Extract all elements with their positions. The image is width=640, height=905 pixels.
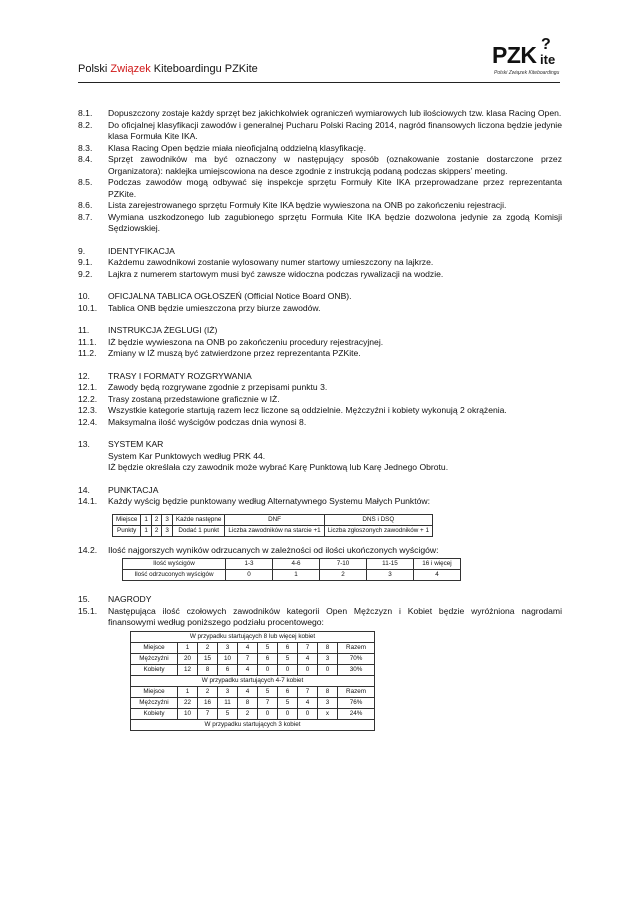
item-number: 8.3. xyxy=(78,142,93,153)
paragraph xyxy=(78,451,562,463)
section-number: 13. xyxy=(78,439,90,449)
table-cell: 3 xyxy=(318,653,338,664)
item-number: 8.4. xyxy=(78,154,93,164)
list-item xyxy=(78,108,562,120)
table-cell: 8 xyxy=(318,686,338,697)
item-number: 14.2. xyxy=(78,544,98,555)
item-number: 8.7. xyxy=(78,211,93,222)
table-row xyxy=(131,631,375,642)
table-row xyxy=(131,686,375,697)
table-cell: Liczba zgłoszonych zawodników + 1 xyxy=(324,525,432,536)
table-cell: 5 xyxy=(278,697,298,708)
table-cell: 0 xyxy=(258,664,278,675)
table-cell: 0 xyxy=(318,664,338,675)
section-number: 11. xyxy=(78,325,90,335)
table-row xyxy=(123,559,461,570)
table-cell: DNF xyxy=(225,514,324,525)
list-item xyxy=(78,200,562,212)
item-text: Zawody będą rozgrywane zgodnie z przepisami punktu 3. xyxy=(108,382,328,392)
table-cell: 4 xyxy=(238,686,258,697)
section-number: 14. xyxy=(78,484,90,495)
table-cell: 8 xyxy=(238,697,258,708)
table-cell: Każde następne xyxy=(172,514,225,525)
item-number: 8.1. xyxy=(78,108,93,118)
list-item xyxy=(78,269,562,281)
item-number: 14.1. xyxy=(78,496,98,506)
table-cell: 5 xyxy=(278,653,298,664)
table-cell: 3 xyxy=(218,686,238,697)
table-cell: Razem xyxy=(338,642,375,653)
table-cell: 0 xyxy=(278,708,298,719)
table-cell: 6 xyxy=(278,686,298,697)
table-cell: 1 xyxy=(178,642,198,653)
item-number: 12.1. xyxy=(78,382,98,392)
list-item xyxy=(78,177,562,200)
item-text: Wymiana uszkodzonego lub zagubionego sprzętu Formuła Kite IKA będzie dozwolona jedynie za zgodą Komisji Sędziowskiej. xyxy=(108,211,562,233)
item-text: Lista zarejestrowanego sprzętu Formuły Kite IKA będzie wywieszona na ONB po zakończeniu rejestracji. xyxy=(108,200,507,210)
table-cell: 7 xyxy=(238,653,258,664)
section-heading xyxy=(78,325,562,337)
table-row xyxy=(123,570,461,581)
item-number: 8.5. xyxy=(78,177,93,187)
list-item xyxy=(78,120,562,143)
item-text: Klasa Racing Open będzie miała nieoficjalną oddzielną klasyfikację. xyxy=(108,142,366,153)
table-cell: 0 xyxy=(298,664,318,675)
table-cell: 7 xyxy=(298,642,318,653)
item-text: Podczas zawodów mogą odbywać się inspekcje sprzętu Formuły Kite IKA przeprowadzane przez reprezentanta PZKite. xyxy=(108,177,562,199)
table-cell: DNS i DSQ xyxy=(324,514,432,525)
header-title-part1: Polski xyxy=(78,63,111,75)
table-cell: 1 xyxy=(141,514,152,525)
item-number: 9.1. xyxy=(78,257,93,267)
table-cell: 10 xyxy=(178,708,198,719)
table-row xyxy=(131,675,375,686)
item-number: 8.2. xyxy=(78,119,93,130)
logo-ite-text: ite xyxy=(540,52,556,67)
item-text: Wszystkie kategorie startują razem lecz liczone są oddzielnie. Mężczyźni i kobiety wykonują 2 okrążenia. xyxy=(108,405,507,415)
table-cell: 22 xyxy=(178,697,198,708)
table-cell: 1 xyxy=(178,686,198,697)
table-cell: 11 xyxy=(218,697,238,708)
section-title: PUNKTACJA xyxy=(108,484,159,495)
table-cell: Miejsce xyxy=(113,514,141,525)
table-cell: Mężczyźni xyxy=(131,697,178,708)
page-header xyxy=(78,36,560,83)
table-cell: 8 xyxy=(198,664,218,675)
table-cell: 0 xyxy=(258,708,278,719)
table-cell: 4-6 xyxy=(273,559,320,570)
table-cell: 1 xyxy=(141,525,152,536)
table-row xyxy=(131,642,375,653)
section-title: SYSTEM KAR xyxy=(108,439,164,449)
paragraph-text: System Kar Punktowych według PRK 44. xyxy=(108,450,266,461)
list-item xyxy=(78,154,562,177)
table-cell: 0 xyxy=(278,664,298,675)
table-cell: Ilość wyścigów xyxy=(123,559,226,570)
document-body xyxy=(78,108,562,731)
prize-table xyxy=(130,631,375,731)
table-cell: 3 xyxy=(218,642,238,653)
list-item xyxy=(78,143,562,155)
section-heading xyxy=(78,371,562,383)
table-row xyxy=(131,664,375,675)
item-text: Tablica ONB będzie umieszczona przy biurze zawodów. xyxy=(108,302,321,313)
table-row xyxy=(131,653,375,664)
table-cell: 24% xyxy=(338,708,375,719)
table-cell: 2 xyxy=(238,708,258,719)
table-cell: 7 xyxy=(258,697,278,708)
item-text: Każdy wyścig będzie punktowany według Alternatywnego Systemu Małych Punktów: xyxy=(108,496,430,506)
list-item xyxy=(78,545,562,557)
item-number: 15.1. xyxy=(78,605,98,616)
table-cell: 6 xyxy=(218,664,238,675)
logo-subtitle: Polski Związek Kiteboardingu xyxy=(494,70,560,76)
table-cell: 2 xyxy=(151,525,162,536)
table-cell: 16 xyxy=(198,697,218,708)
paragraph-text: IŻ będzie określała czy zawodnik może wybrać Karę Punktową lub Karę Jednego Obrotu. xyxy=(108,462,449,472)
table-cell: Dodać 1 punkt xyxy=(172,525,225,536)
table-cell: 7-10 xyxy=(320,559,367,570)
table-cell: 4 xyxy=(414,570,461,581)
table-cell: 70% xyxy=(338,653,375,664)
list-item xyxy=(78,257,562,269)
list-item xyxy=(78,496,562,508)
table-row xyxy=(113,525,433,536)
table-cell: 15 xyxy=(198,653,218,664)
list-item xyxy=(78,394,562,406)
section-title: TRASY I FORMATY ROZGRYWANIA xyxy=(108,370,252,381)
section-heading xyxy=(78,594,562,606)
item-number: 10.1. xyxy=(78,302,98,313)
section-number: 12. xyxy=(78,370,90,381)
list-item xyxy=(78,303,562,315)
table-row xyxy=(131,708,375,719)
table-cell: 7 xyxy=(298,686,318,697)
table-cell: 5 xyxy=(258,686,278,697)
table-cell: x xyxy=(318,708,338,719)
table-row xyxy=(113,514,433,525)
table-cell: 2 xyxy=(151,514,162,525)
table-cell: 0 xyxy=(226,570,273,581)
item-text: Zmiany w IŻ muszą być zatwierdzone przez reprezentanta PZKite. xyxy=(108,348,361,358)
table-cell: 5 xyxy=(218,708,238,719)
table-cell: 10 xyxy=(218,653,238,664)
table-cell: 3 xyxy=(162,514,173,525)
table-cell: Miejsce xyxy=(131,686,178,697)
table-cell: Kobiety xyxy=(131,664,178,675)
table-cell: 1 xyxy=(273,570,320,581)
item-text: Ilość najgorszych wyników odrzucanych w zależności od ilości ukończonych wyścigów: xyxy=(108,544,439,555)
section-heading xyxy=(78,485,562,497)
table-cell: 6 xyxy=(258,653,278,664)
table-cell: Liczba zawodników na starcie +1 xyxy=(225,525,324,536)
list-item xyxy=(78,212,562,235)
item-text: Każdemu zawodnikowi zostanie wylosowany numer startowy umieszczony na lajkrze. xyxy=(108,257,434,267)
table-cell: Ilość odrzuconych wyścigów xyxy=(123,570,226,581)
item-text: Do oficjalnej klasyfikacji zawodów i generalnej Pucharu Polski Racing 2014, nagród finansowych liczona będzie jedynie klasa Formuła Kite IKA. xyxy=(108,119,562,141)
section-title: INSTRUKCJA ŻEGLUGI (IŻ) xyxy=(108,325,218,335)
table-cell: 2 xyxy=(198,642,218,653)
list-item xyxy=(78,417,562,429)
table-cell: 4 xyxy=(298,653,318,664)
table-cell: 0 xyxy=(298,708,318,719)
table-cell: 4 xyxy=(238,642,258,653)
section-heading xyxy=(78,246,562,258)
table-cell: 20 xyxy=(178,653,198,664)
section-title: IDENTYFIKACJA xyxy=(108,245,175,256)
table-cell: 3 xyxy=(162,525,173,536)
table-cell: 7 xyxy=(198,708,218,719)
table-cell: 6 xyxy=(278,642,298,653)
list-item xyxy=(78,348,562,360)
item-text: IŻ będzie wywieszona na ONB po zakończeniu procedury rejestracyjnej. xyxy=(108,336,384,347)
table-cell: Razem xyxy=(338,686,375,697)
table-cell: 30% xyxy=(338,664,375,675)
item-text: Maksymalna ilość wyścigów podczas dnia wynosi 8. xyxy=(108,416,307,427)
list-item xyxy=(78,382,562,394)
item-text: Lajkra z numerem startowym musi być zawsze widoczna podczas rywalizacji na wodzie. xyxy=(108,268,444,279)
table-cell: 3 xyxy=(367,570,414,581)
section-heading xyxy=(78,439,562,451)
item-number: 8.6. xyxy=(78,200,93,210)
pzkite-logo xyxy=(488,36,562,82)
table-cell: Kobiety xyxy=(131,708,178,719)
section-title: OFICJALNA TABLICA OGŁOSZEŃ (Official Notice Board ONB). xyxy=(108,291,352,301)
table-cell: 4 xyxy=(298,697,318,708)
table-cell: 2 xyxy=(198,686,218,697)
table-cell: 3 xyxy=(318,697,338,708)
table-cell: 11-15 xyxy=(367,559,414,570)
table-group-header: W przypadku startujących 4-7 kobiet xyxy=(131,675,375,686)
item-text: Sprzęt zawodników ma być oznaczony w następujący sposób (oznakowanie zostanie dostarczone przez Organizatora): naklejka umiejscowiona na desce zgodnie z instrukcją podaną podczas skippers’ meeting. xyxy=(108,154,562,176)
table-cell: 4 xyxy=(238,664,258,675)
table-cell: 1-3 xyxy=(226,559,273,570)
table-cell: Mężczyźni xyxy=(131,653,178,664)
item-number: 12.4. xyxy=(78,416,98,427)
header-title-red: Związek xyxy=(110,63,151,75)
table-cell: 2 xyxy=(320,570,367,581)
section-number: 15. xyxy=(78,594,90,604)
points-table xyxy=(112,514,433,537)
section-number: 9. xyxy=(78,245,86,256)
item-text: Trasy zostaną przedstawione graficznie w IŻ. xyxy=(108,393,280,404)
item-number: 9.2. xyxy=(78,268,93,279)
section-heading xyxy=(78,291,562,303)
table-cell: Punkty xyxy=(113,525,141,536)
section-title: NAGRODY xyxy=(108,594,152,604)
header-title xyxy=(78,63,258,75)
item-text: Następująca ilość czołowych zawodników kategorii Open Mężczyzn i Kobiet będzie wyróżniona nagrodami finansowymi według poniższego podziału procentowego: xyxy=(108,605,562,627)
paragraph xyxy=(78,462,562,474)
table-cell: 8 xyxy=(318,642,338,653)
header-title-part2: Kiteboardingu PZKite xyxy=(150,63,258,75)
table-cell: Miejsce xyxy=(131,642,178,653)
table-cell: 76% xyxy=(338,697,375,708)
item-number: 11.1. xyxy=(78,336,97,347)
table-row xyxy=(131,719,375,730)
item-number: 12.2. xyxy=(78,393,98,404)
logo-hook-icon: ? xyxy=(541,36,551,53)
item-number: 11.2. xyxy=(78,348,97,358)
table-cell: 5 xyxy=(258,642,278,653)
list-item xyxy=(78,606,562,629)
table-cell: 12 xyxy=(178,664,198,675)
table-row xyxy=(131,697,375,708)
list-item xyxy=(78,337,562,349)
section-number: 10. xyxy=(78,291,90,301)
item-text: Dopuszczony zostaje każdy sprzęt bez jakichkolwiek ograniczeń wymiarowych lub ilościowych tzw. klasa Racing Open. xyxy=(108,108,562,118)
list-item xyxy=(78,405,562,417)
discard-table xyxy=(122,558,461,581)
table-group-header: W przypadku startujących 3 kobiet xyxy=(131,719,375,730)
table-group-header: W przypadku startujących 8 lub więcej kobiet xyxy=(131,631,375,642)
table-cell: 16 i więcej xyxy=(414,559,461,570)
logo-main-text: PZK xyxy=(492,42,537,68)
item-number: 12.3. xyxy=(78,405,98,415)
